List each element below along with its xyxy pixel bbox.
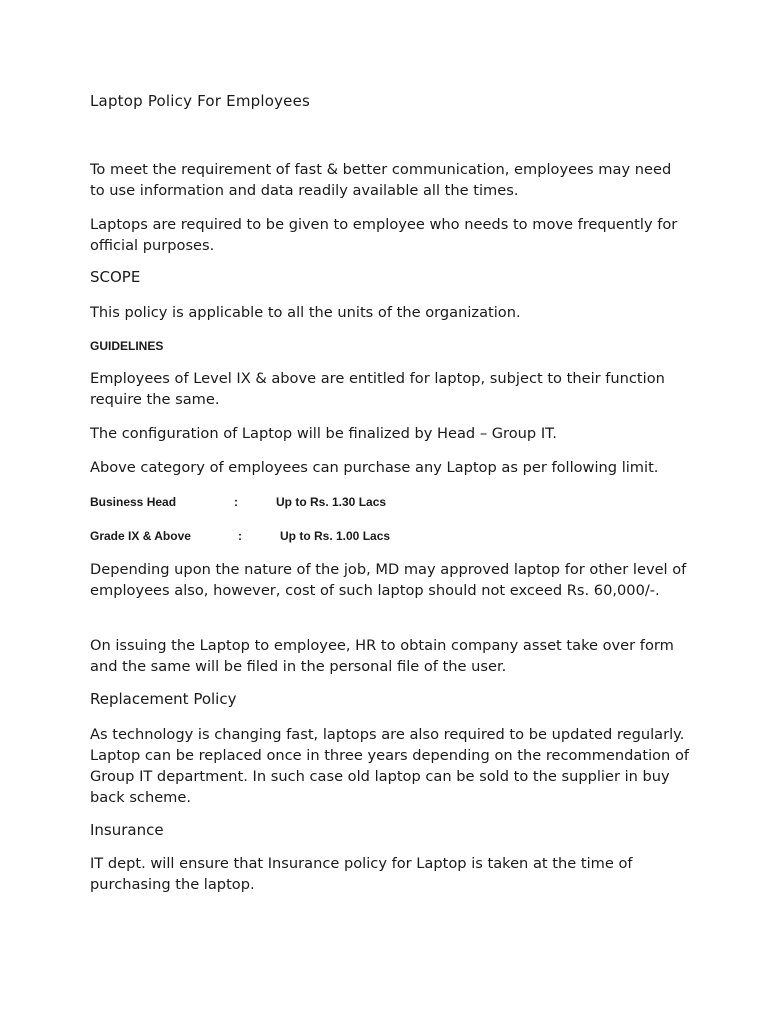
limit-row [90, 495, 490, 511]
intro-paragraph-2: Laptops are required to be given to employee who needs to move frequently for official purposes. [90, 216, 678, 254]
guidelines-paragraph-3: Above category of employees can purchase any Laptop as per following limit. [90, 459, 659, 476]
intro-paragraph-1: To meet the requirement of fast & better communication, employees may need to use information and data readily available all the times. [90, 161, 672, 199]
limit-separator: : [238, 529, 242, 543]
replacement-heading: Replacement Policy [90, 690, 237, 708]
document-title: Laptop Policy For Employees [90, 92, 311, 110]
guidelines-paragraph-4: Depending upon the nature of the job, MD may approved laptop for other level of employees also, however, cost of such laptop should not exceed Rs. 60,000/-. [90, 561, 687, 599]
limit-category: Grade IX & Above [90, 529, 191, 543]
replacement-text: As technology is changing fast, laptops are also required to be updated regularly. Laptop can be replaced once in three years depending on the recommendation of Group IT department. In such case old laptop can be sold to the supplier in buy back scheme. [90, 726, 690, 806]
guidelines-heading: GUIDELINES [90, 339, 164, 353]
insurance-text: IT dept. will ensure that Insurance policy for Laptop is taken at the time of purchasing the laptop. [90, 855, 633, 893]
limit-amount: Up to Rs. 1.30 Lacs [276, 495, 387, 509]
scope-text: This policy is applicable to all the units of the organization. [90, 304, 521, 321]
guidelines-paragraph-1: Employees of Level IX & above are entitled for laptop, subject to their function require the same. [90, 370, 665, 408]
limit-amount: Up to Rs. 1.00 Lacs [280, 529, 391, 543]
limit-category: Business Head [90, 495, 177, 509]
limit-separator: : [234, 495, 238, 509]
scope-heading: SCOPE [90, 268, 141, 286]
limit-row [90, 529, 490, 545]
guidelines-paragraph-2: The configuration of Laptop will be finalized by Head – Group IT. [90, 425, 557, 442]
insurance-heading: Insurance [90, 821, 164, 839]
guidelines-paragraph-5: On issuing the Laptop to employee, HR to obtain company asset take over form and the same will be filed in the personal file of the user. [90, 637, 674, 675]
